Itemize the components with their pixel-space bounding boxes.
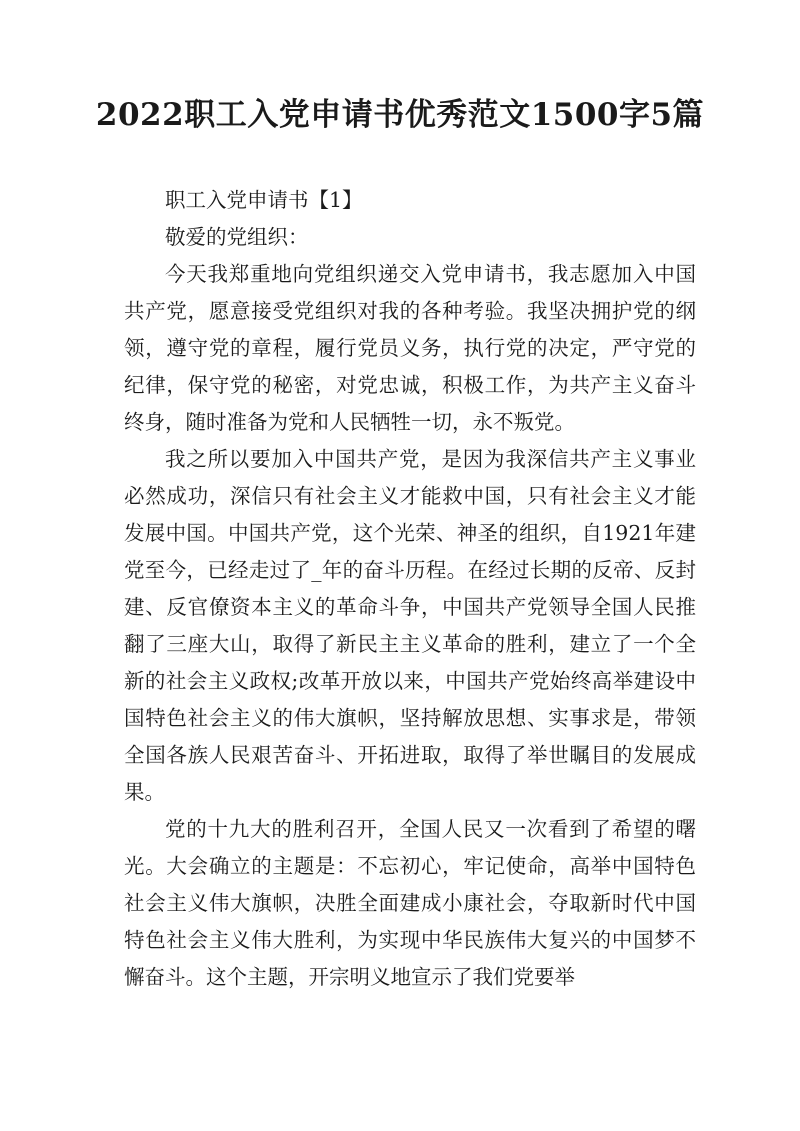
salutation: 敬爱的党组织： (165, 225, 309, 249)
paragraph-2: 我之所以要加入中国共产党，是因为我深信共产主义事业必然成功，深信只有社会主义才能救中国，只有社会主义才能发展中国。中国共产党，这个光荣、神圣的组织，自1921年建党至今，已经走过了_年的奋斗历程。在经过长期的反帝、反封建、反官僚资本主义的革命斗争，中国共产党领导全国人民推翻了三座大山，取得了新民主主义革命的胜利，建立了一个全新的社会主义政权;改革开放以来，中国共产党始终高举建设中国特色社会主义的伟大旗帜，坚持解放思想、实事求是，带领全国各族人民艰苦奋斗、开拓进取，取得了举世瞩目的发展成果。 (124, 447, 696, 804)
paragraph-3: 党的十九大的胜利召开，全国人民又一次看到了希望的曙光。大会确立的主题是：不忘初心，牢记使命，高举中国特色社会主义伟大旗帜，决胜全面建成小康社会，夺取新时代中国特色社会主义伟大胜利，为实现中华民族伟大复兴的中国梦不懈奋斗。这个主题，开宗明义地宣示了我们党要举 (124, 817, 696, 989)
section-heading: 职工入党申请书【1】 (165, 188, 363, 212)
paragraph-1: 今天我郑重地向党组织递交入党申请书，我志愿加入中国共产党，愿意接受党组织对我的各种考验。我坚决拥护党的纲领，遵守党的章程，履行党员义务，执行党的决定，严守党的纪律，保守党的秘密，对党忠诚，积极工作，为共产主义奋斗终身，随时准备为党和人民牺牲一切，永不叛党。 (124, 262, 696, 434)
document-title: 2022职工入党申请书优秀范文1500字5篇 (95, 97, 705, 133)
document-body (124, 182, 696, 996)
